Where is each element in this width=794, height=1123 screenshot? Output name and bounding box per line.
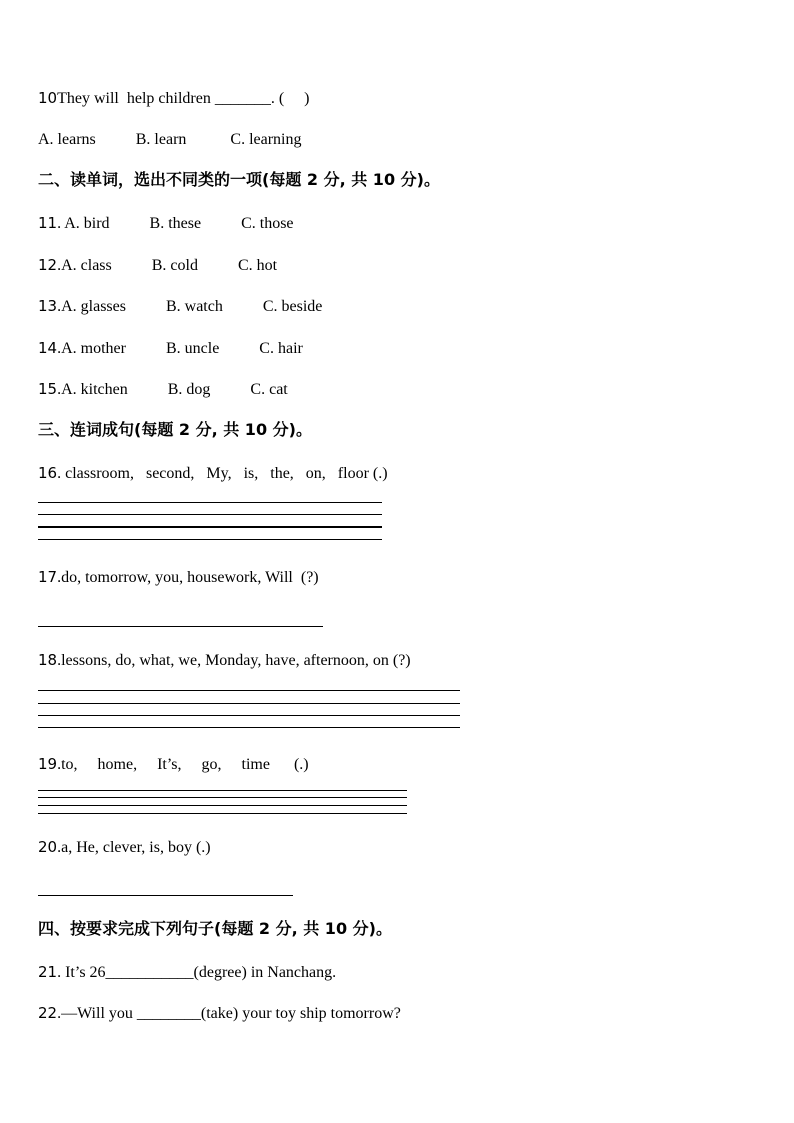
question-10-options: A. learns B. learn C. learning — [38, 131, 302, 148]
question-text: .A. kitchen B. dog C. cat — [57, 381, 288, 398]
question-text: .do, tomorrow, you, housework, Will (?) — [57, 569, 319, 586]
question-22 — [38, 1003, 401, 1024]
answer-line[interactable] — [38, 790, 407, 791]
question-11 — [38, 213, 294, 234]
question-text: .lessons, do, what, we, Monday, have, afternoon, on (?) — [57, 652, 411, 669]
answer-line[interactable] — [38, 703, 460, 704]
question-number: 16 — [38, 464, 58, 482]
answer-line[interactable] — [38, 626, 323, 627]
question-number: 19 — [38, 755, 58, 773]
answer-line[interactable] — [38, 797, 407, 798]
question-text: . It’s 26___________(degree) in Nanchang. — [57, 964, 337, 981]
question-text: .a, He, clever, is, boy (.) — [57, 839, 211, 856]
answer-line[interactable] — [38, 502, 382, 503]
question-text: .—Will you ________(take) your toy ship tomorrow? — [57, 1005, 401, 1022]
question-19 — [38, 754, 309, 775]
question-text: .A. glasses B. watch C. beside — [57, 298, 323, 315]
question-17 — [38, 567, 319, 588]
question-number: 15 — [38, 380, 58, 398]
question-number: 12 — [38, 256, 58, 274]
section-heading-3: 三、连词成句(每题 2 分, 共 10 分)。 — [38, 420, 312, 439]
answer-line[interactable] — [38, 514, 382, 515]
answer-line[interactable] — [38, 539, 382, 540]
answer-line[interactable] — [38, 813, 407, 814]
question-10 — [38, 88, 309, 109]
answer-line[interactable] — [38, 727, 460, 728]
question-16 — [38, 463, 388, 484]
question-number: 20 — [38, 838, 58, 856]
question-13 — [38, 296, 322, 317]
question-number: 18 — [38, 651, 58, 669]
answer-line[interactable] — [38, 895, 293, 896]
question-number: 14 — [38, 339, 58, 357]
section-heading-4: 四、按要求完成下列句子(每题 2 分, 共 10 分)。 — [38, 919, 392, 938]
answer-line[interactable] — [38, 690, 460, 691]
question-text: . classroom, second, My, is, the, on, floor (.) — [57, 465, 388, 482]
question-number: 21 — [38, 963, 58, 981]
question-number: 11 — [38, 214, 58, 232]
answer-line[interactable] — [38, 805, 407, 806]
question-15 — [38, 379, 288, 400]
question-number: 22 — [38, 1004, 58, 1022]
question-21 — [38, 962, 336, 983]
question-number: 17 — [38, 568, 58, 586]
question-12 — [38, 255, 277, 276]
question-text: .to, home, It’s, go, time (.) — [57, 756, 309, 773]
question-text: .A. mother B. uncle C. hair — [57, 340, 303, 357]
answer-line[interactable] — [38, 715, 460, 716]
question-text: They will help children _______. ( ) — [57, 90, 310, 107]
question-text: .A. class B. cold C. hot — [57, 257, 278, 274]
question-number: 13 — [38, 297, 58, 315]
question-text: . A. bird B. these C. those — [57, 215, 294, 232]
question-20 — [38, 837, 211, 858]
question-number: 10 — [38, 89, 58, 107]
question-14 — [38, 338, 303, 359]
section-heading-2: 二、读单词，选出不同类的一项(每题 2 分, 共 10 分)。 — [38, 170, 440, 189]
question-18 — [38, 650, 411, 671]
answer-line[interactable] — [38, 526, 382, 528]
